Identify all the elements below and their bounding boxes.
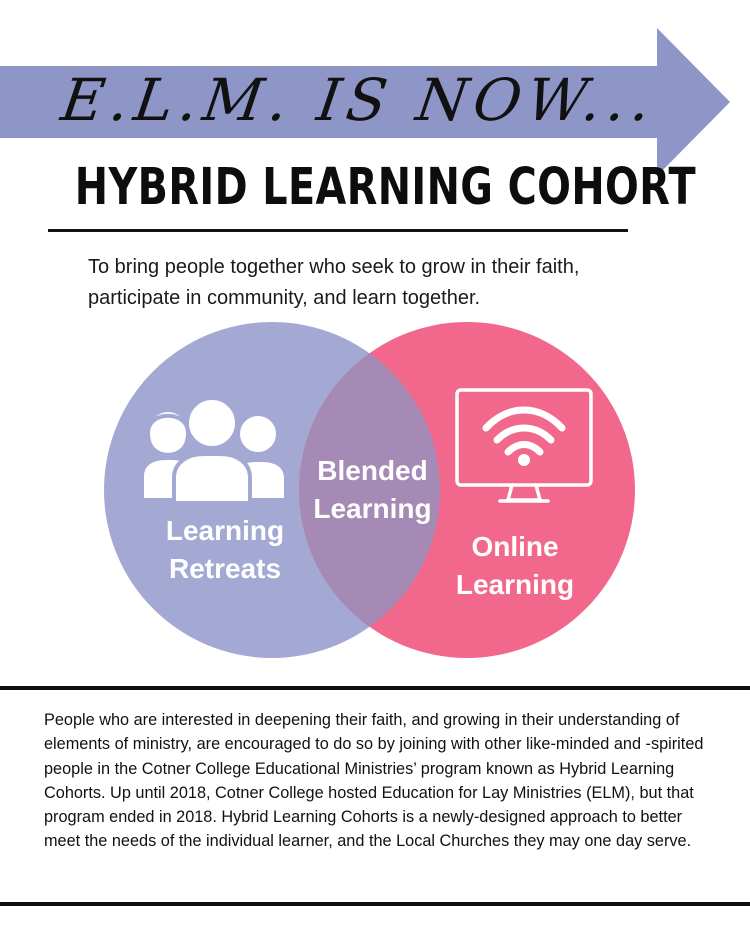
online-learning-label	[430, 528, 600, 604]
learning-retreats-line1: Learning	[165, 515, 285, 546]
learning-retreats-line2: Retreats	[168, 553, 282, 584]
section-divider-top	[0, 686, 750, 690]
title-underline	[48, 229, 628, 232]
online-learning-line2: Learning	[455, 569, 575, 600]
banner-heading: E.L.M. IS NOW...	[57, 66, 661, 134]
page-title: HYBRID LEARNING COHORT	[74, 158, 697, 217]
description-paragraph: People who are interested in deepening their faith, and growing in their understanding of elements of ministry, are encouraged to do so by joining with other like-minded and -spirited people in the Cotner College Educational Ministries’ program known as Hybrid Learning Cohorts. Up until 2018, Cotner College hosted Education for Lay Ministries (ELM), but that program ended in 2018. Hybrid Learning Cohorts is a newly-designed approach to better meet the needs of the individual learner, and the Local Churches they may one day serve.	[44, 711, 704, 851]
online-learning-line1: Online	[471, 531, 559, 562]
tagline: To bring people together who seek to grow in their faith, participate in community, and learn together.	[88, 256, 580, 309]
learning-retreats-label	[140, 512, 310, 588]
blended-learning-line2: Learning	[313, 493, 432, 524]
blended-learning-label	[290, 452, 455, 528]
blended-learning-line1: Blended	[317, 455, 428, 486]
section-divider-bottom	[0, 902, 750, 906]
